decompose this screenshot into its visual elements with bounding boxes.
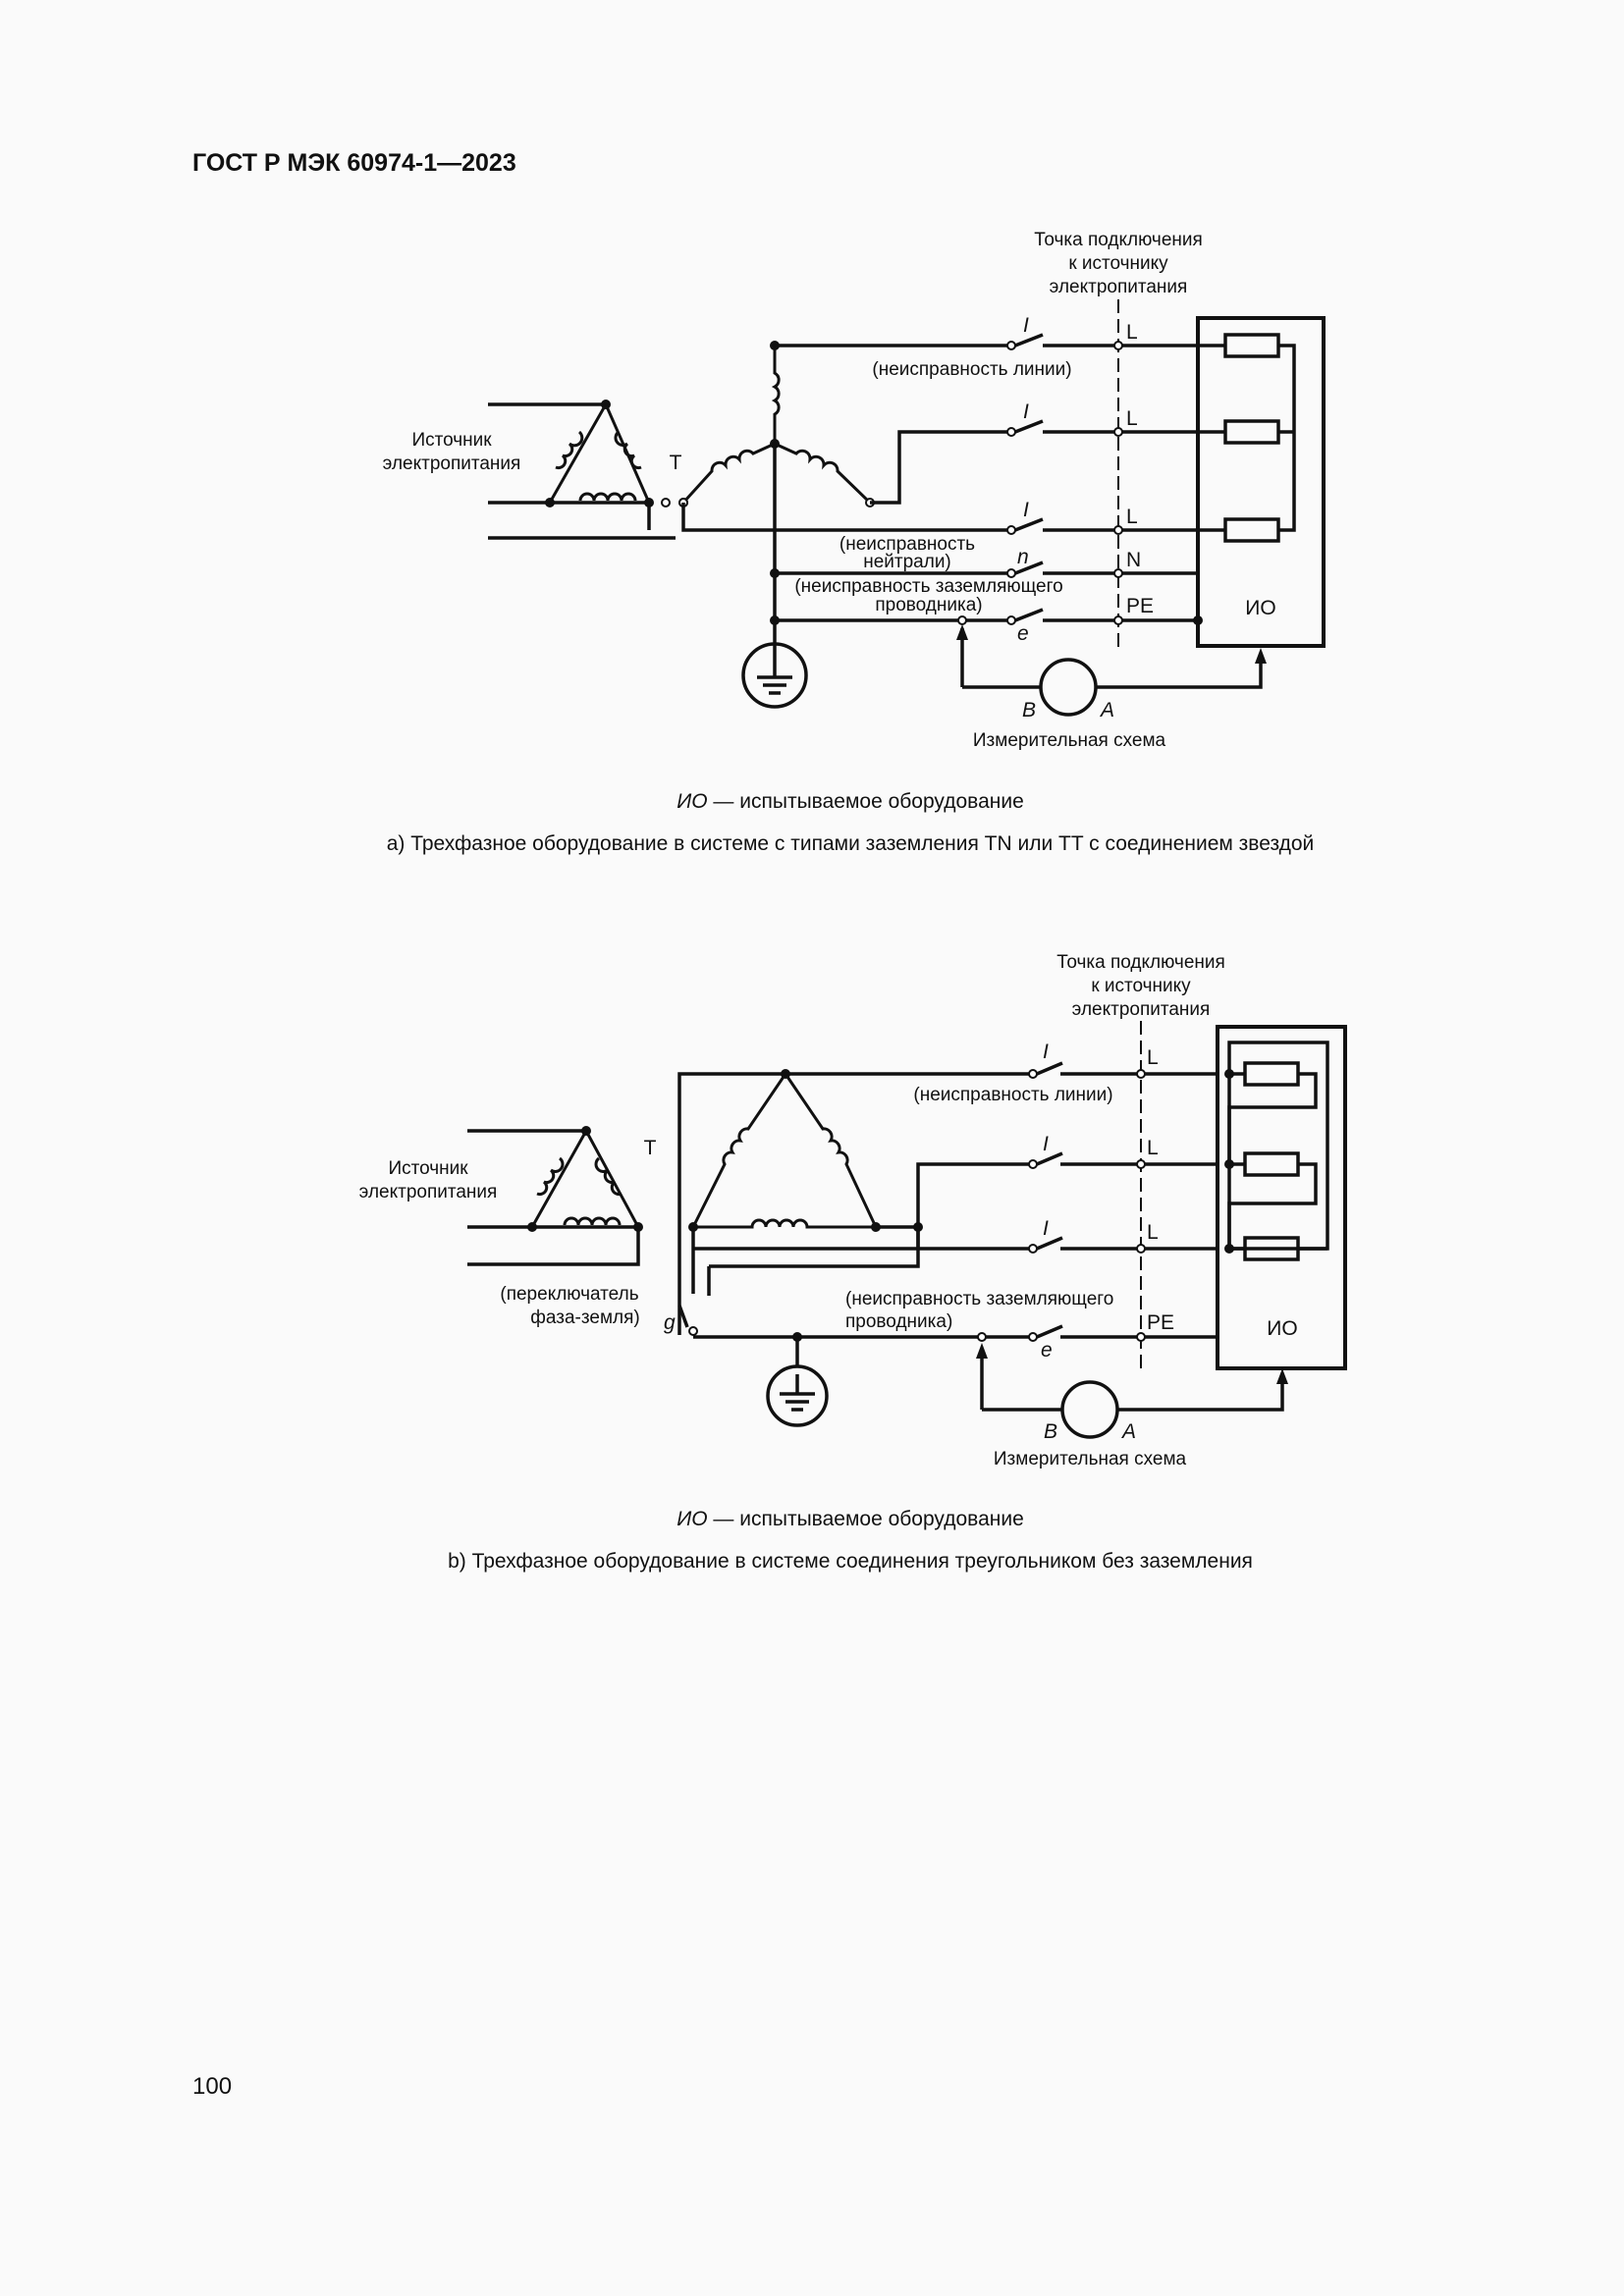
phase-earth-switch[interactable] <box>679 1306 697 1335</box>
terminal-pe-label: PE <box>1147 1311 1175 1334</box>
neutral-fault-label-line1: (неисправность <box>839 534 976 555</box>
page-number: 100 <box>192 2073 233 2100</box>
pe-fault-label-line2: проводника) <box>875 595 983 615</box>
meter-a-label: A <box>1100 699 1115 721</box>
switch-line-3[interactable] <box>1007 519 1043 534</box>
switch-l-label: I <box>1043 1133 1049 1155</box>
line-fault-label: (неисправность линии) <box>872 359 1072 380</box>
meter-icon <box>1041 660 1096 715</box>
pe-fault-label-line1: (неисправность заземляющего <box>845 1289 1114 1309</box>
source-label-line2: электропитания <box>382 454 521 474</box>
source-label-line2: электропитания <box>358 1182 498 1202</box>
switch-l-label: I <box>1043 1217 1049 1240</box>
meter-b-label: B <box>1043 1420 1058 1443</box>
terminal <box>662 499 670 507</box>
switch-line-2[interactable] <box>1029 1153 1062 1168</box>
eut-label: ИО <box>1267 1317 1298 1340</box>
neutral-junction <box>770 568 780 578</box>
ground-icon <box>768 1337 827 1425</box>
meter-a-label: A <box>1121 1420 1137 1443</box>
phase-switch-label-line2: фаза-земля) <box>530 1308 640 1328</box>
terminal-l-label: L <box>1147 1137 1159 1159</box>
switch-n-label: n <box>1017 546 1029 568</box>
legend-abbr: ИО <box>677 790 708 813</box>
legend-text: — испытываемое оборудование <box>707 790 1024 813</box>
legend <box>677 790 1024 813</box>
terminal-l-label: L <box>1126 407 1138 430</box>
eut-label: ИО <box>1245 597 1276 619</box>
terminal-pe-label: PE <box>1126 595 1155 617</box>
figure-a-caption: a) Трехфазное оборудование в системе с типами заземления TN или TT с соединением звездой <box>386 832 1315 855</box>
pe-fault-label-line2: проводника) <box>845 1311 953 1332</box>
switch-l-label: I <box>1043 1041 1049 1063</box>
switch-l-label: I <box>1023 499 1029 521</box>
transformer-label: T <box>669 452 682 474</box>
switch-line-1[interactable] <box>1007 335 1043 349</box>
figure-b-caption: b) Трехфазное оборудование в системе соединения треугольником без заземления <box>448 1550 1253 1573</box>
meter-icon <box>1062 1382 1117 1437</box>
figure-a-diagram <box>0 0 1624 883</box>
legend-abbr: ИО <box>677 1508 708 1530</box>
source-label-line1: Источник <box>411 430 492 451</box>
switch-l-label: I <box>1023 314 1029 337</box>
switch-l-label: I <box>1023 400 1029 423</box>
legend-text: — испытываемое оборудование <box>707 1508 1024 1530</box>
terminal-n-label: N <box>1126 549 1142 571</box>
source-label-line1: Источник <box>388 1158 468 1179</box>
connection-point-label-line1: Точка подключения <box>1056 952 1225 973</box>
connection-point-label-line2: к источнику <box>1091 976 1191 996</box>
document-header: ГОСТ Р МЭК 60974-1—2023 <box>192 149 516 177</box>
switch-e-label: e <box>1017 622 1029 645</box>
connection-point-label-line3: электропитания <box>1071 999 1211 1020</box>
connection-point-label-line3: электропитания <box>1049 277 1188 297</box>
secondary-delta-winding <box>688 1069 923 1232</box>
switch-line-1[interactable] <box>1029 1063 1062 1078</box>
measuring-circuit-label: Измерительная схема <box>993 1449 1187 1469</box>
terminal-l-label: L <box>1147 1046 1159 1069</box>
switch-e-label: e <box>1041 1339 1053 1362</box>
legend <box>677 1508 1024 1530</box>
switch-g-label: g <box>664 1311 676 1334</box>
connection-point-label-line2: к источнику <box>1068 253 1168 274</box>
switch-line-3[interactable] <box>1029 1238 1062 1253</box>
pe-fault-label-line1: (неисправность заземляющего <box>794 576 1063 597</box>
secondary-star-winding <box>683 341 870 503</box>
terminal-l-label: L <box>1126 506 1138 528</box>
switch-line-2[interactable] <box>1007 421 1043 436</box>
pe-junction <box>770 615 780 625</box>
figure-b-diagram <box>0 883 1624 1590</box>
meter-b-label: B <box>1021 699 1037 721</box>
measuring-circuit-label: Измерительная схема <box>972 730 1166 751</box>
connection-point-label-line1: Точка подключения <box>1034 230 1203 250</box>
line-fault-label: (неисправность линии) <box>913 1085 1113 1105</box>
phase-switch-label-line1: (переключатель <box>500 1284 639 1305</box>
terminal-l-label: L <box>1147 1221 1159 1244</box>
neutral-fault-label-line2: нейтрали) <box>863 552 951 572</box>
transformer-label: T <box>643 1137 657 1159</box>
terminal-l-label: L <box>1126 321 1138 344</box>
